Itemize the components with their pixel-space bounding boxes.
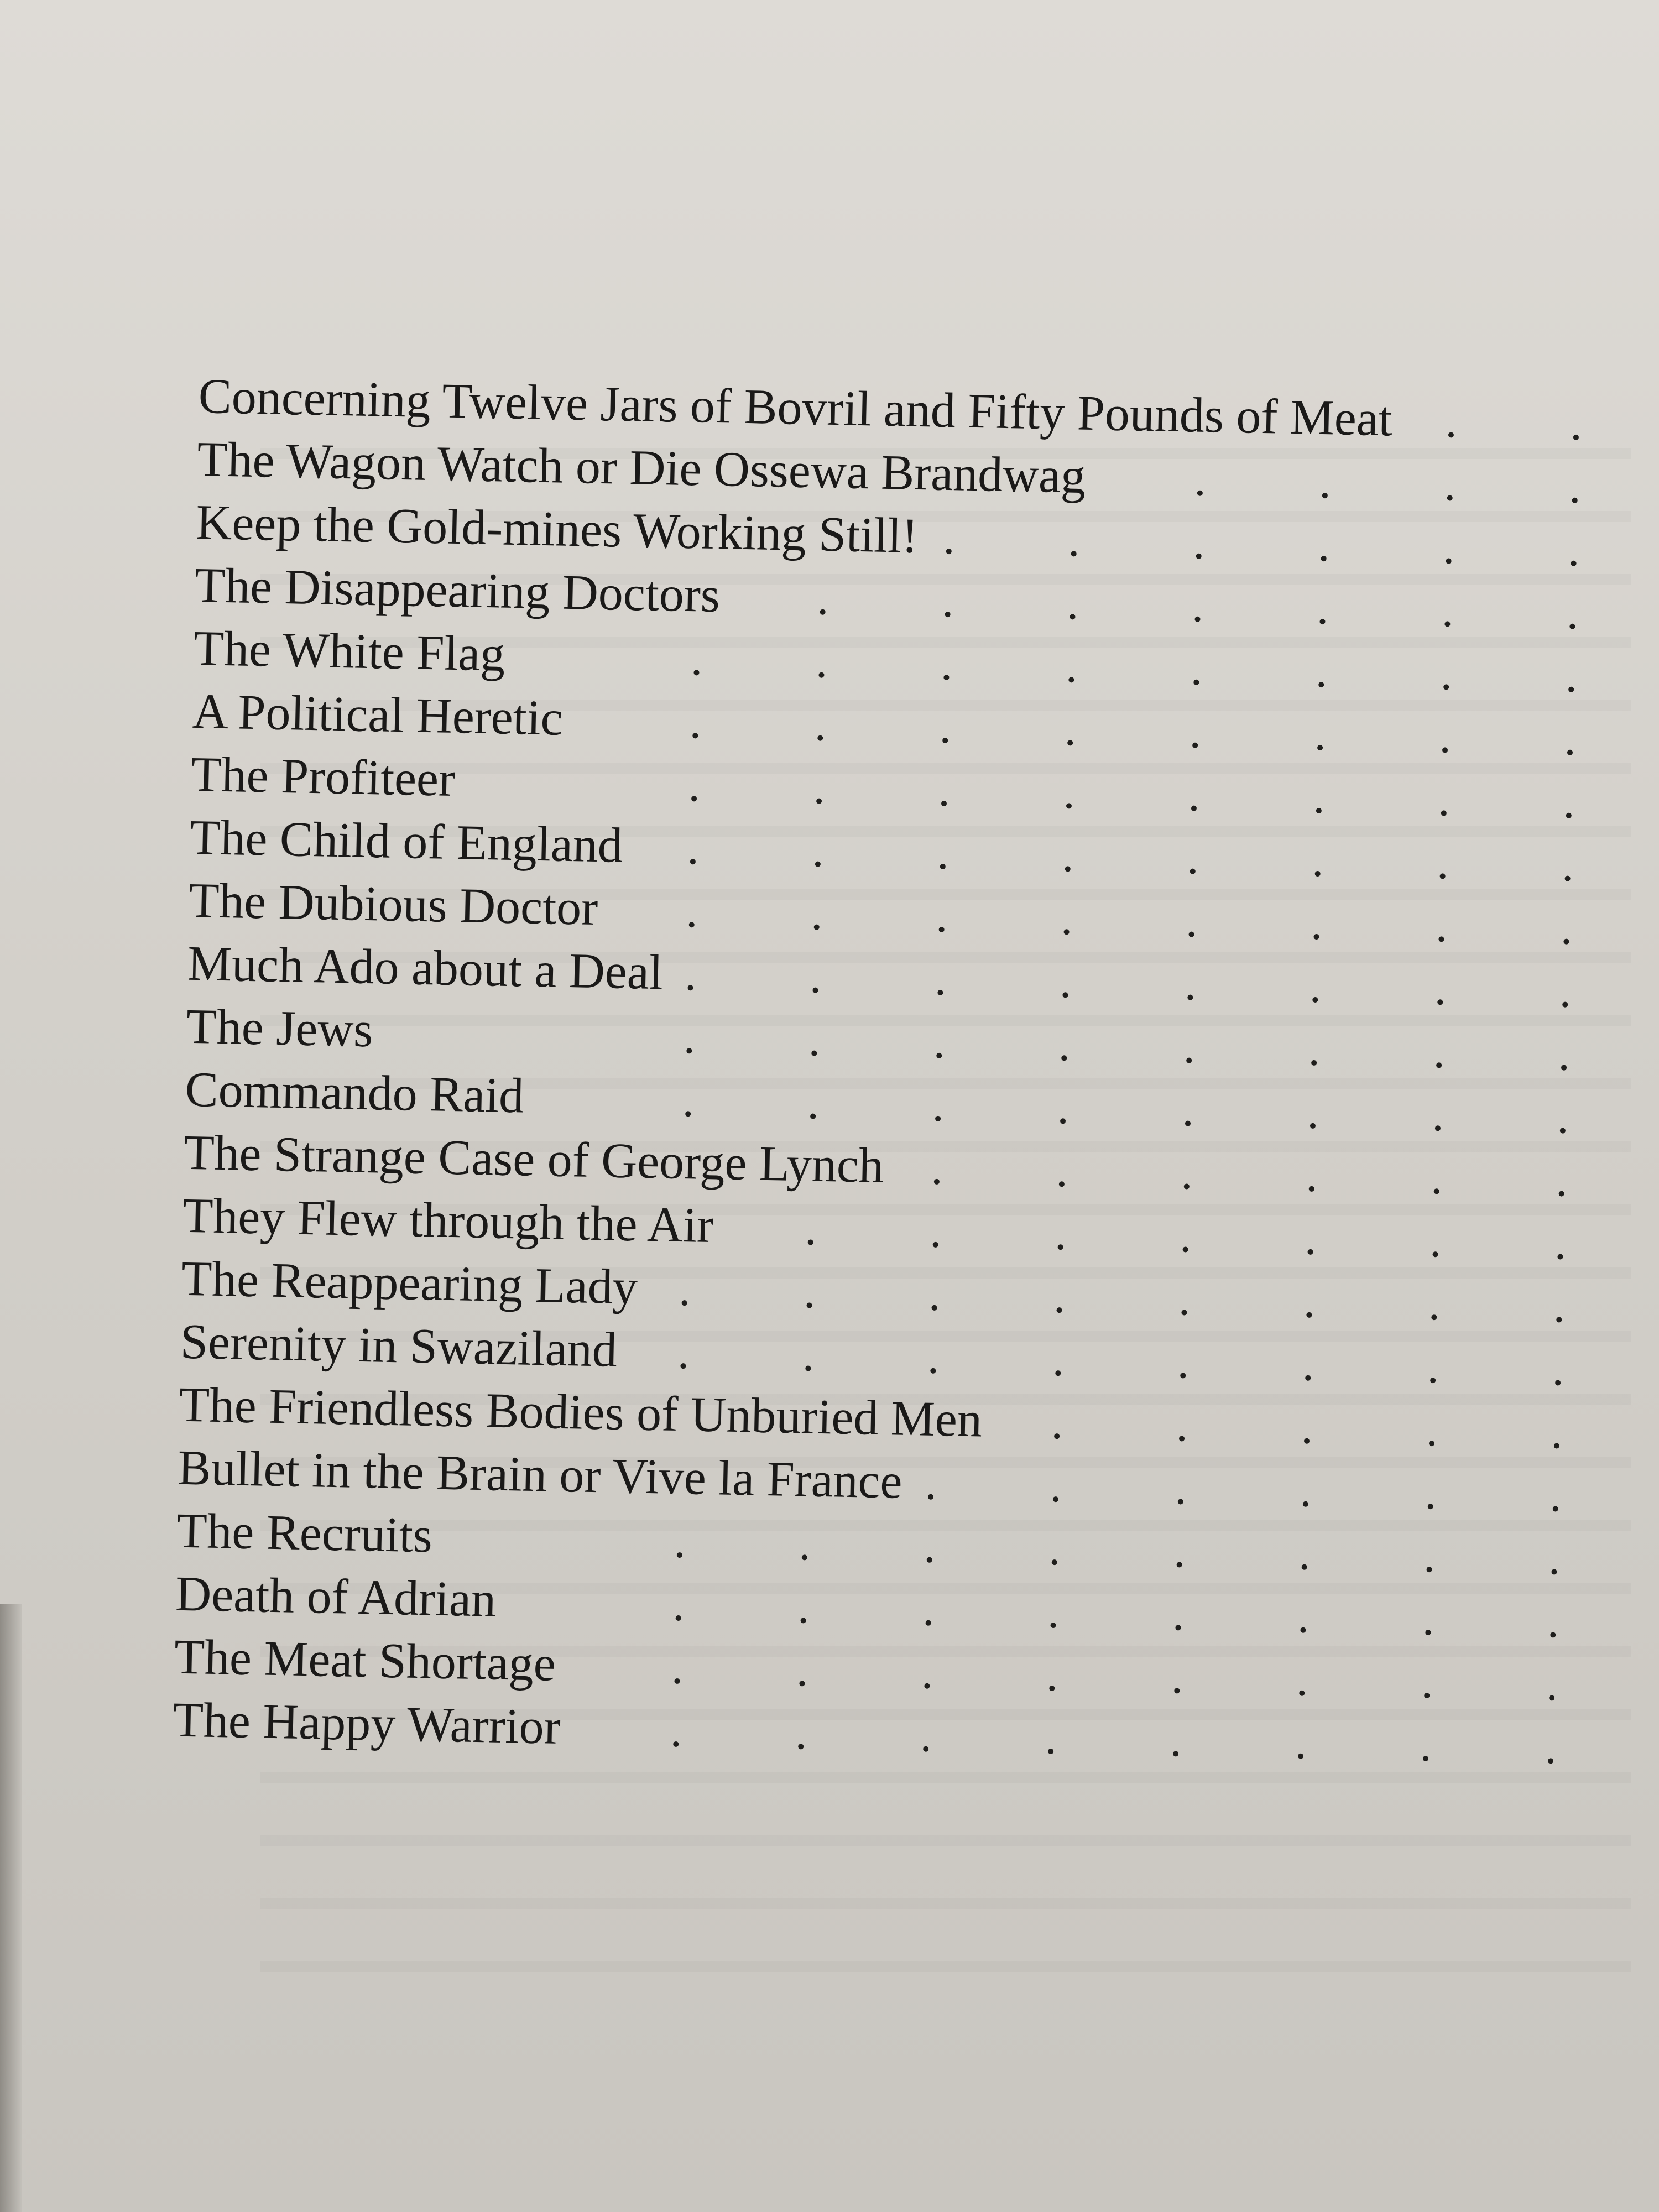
leader-dot bbox=[924, 1683, 930, 1689]
leader-dot bbox=[805, 1365, 811, 1371]
leader-dot bbox=[1554, 1443, 1559, 1448]
leader-dot bbox=[1432, 1251, 1438, 1257]
leader-dot bbox=[1447, 495, 1453, 500]
leader-dot bbox=[923, 1746, 928, 1752]
leader-dot bbox=[1059, 1181, 1065, 1187]
leader-dot bbox=[687, 985, 693, 990]
leader-dot bbox=[1446, 558, 1452, 564]
leader-dot bbox=[1298, 1754, 1303, 1759]
leader-dot bbox=[1299, 1691, 1305, 1696]
leader-dot bbox=[1191, 806, 1197, 811]
leader-dot bbox=[814, 925, 820, 930]
leader-dot bbox=[1049, 1686, 1055, 1691]
leader-dot bbox=[811, 1050, 817, 1056]
leader-dot bbox=[937, 990, 943, 995]
leader-dot bbox=[1070, 614, 1075, 619]
leader-dot bbox=[1196, 554, 1202, 559]
leader-dot bbox=[1056, 1307, 1062, 1313]
leader-dot bbox=[1428, 1504, 1433, 1509]
entry-title: The Recruits bbox=[176, 1503, 433, 1563]
leader-dot bbox=[1181, 1310, 1187, 1315]
leader-dot bbox=[1185, 1120, 1191, 1126]
leader-dot bbox=[1568, 687, 1574, 692]
leader-dot bbox=[1187, 995, 1193, 1000]
leader-dot bbox=[1058, 1244, 1063, 1250]
leader-dot bbox=[1304, 1438, 1310, 1444]
entry-title: They Flew through the Air bbox=[182, 1188, 714, 1254]
leader-dot bbox=[1562, 1002, 1568, 1008]
leader-dot bbox=[1437, 999, 1443, 1005]
leader-dot bbox=[1316, 808, 1322, 813]
leader-dot bbox=[1313, 934, 1319, 940]
leader-dot bbox=[1572, 498, 1578, 503]
leader-dot bbox=[1423, 1756, 1428, 1761]
leader-dot bbox=[939, 927, 945, 932]
leader-dot bbox=[806, 1302, 812, 1308]
leader-dot bbox=[1549, 1695, 1554, 1700]
leader-dot bbox=[1312, 997, 1318, 1003]
leader-dot bbox=[1571, 561, 1576, 566]
leader-dot bbox=[942, 738, 948, 743]
leader-dot bbox=[1303, 1501, 1308, 1507]
leader-dot bbox=[1318, 682, 1324, 687]
leader-dot bbox=[1435, 1125, 1441, 1131]
entry-title: The Profiteer bbox=[190, 747, 456, 807]
leader-dot bbox=[1068, 677, 1074, 682]
leader-dot bbox=[1305, 1375, 1311, 1381]
leader-dot bbox=[1556, 1317, 1562, 1322]
leader-dot bbox=[1190, 869, 1196, 874]
leader-dot bbox=[931, 1305, 937, 1311]
leader-dot bbox=[1563, 939, 1569, 945]
leader-dot bbox=[1438, 936, 1444, 942]
leader-dot bbox=[1310, 1123, 1316, 1129]
leader-dot bbox=[1319, 619, 1325, 624]
entry-title: The Disappearing Doctors bbox=[194, 557, 721, 623]
leader-dot bbox=[1067, 740, 1073, 745]
leader-dot bbox=[1441, 810, 1447, 816]
leader-dot bbox=[799, 1681, 805, 1686]
leader-dot bbox=[1315, 871, 1321, 877]
leader-dot bbox=[677, 1552, 682, 1558]
leader-dot bbox=[928, 1494, 933, 1500]
leader-dot bbox=[1566, 813, 1572, 818]
leader-dot bbox=[1434, 1188, 1439, 1194]
leader-dot bbox=[946, 549, 952, 554]
leader-dot bbox=[1548, 1758, 1553, 1764]
leader-dot bbox=[680, 1363, 686, 1369]
leader-dot bbox=[1425, 1630, 1431, 1635]
leader-dot bbox=[1311, 1060, 1317, 1066]
leader-dot bbox=[1188, 932, 1194, 937]
entry-title: The Happy Warrior bbox=[173, 1692, 561, 1755]
leader-dot bbox=[692, 733, 698, 738]
leader-dot bbox=[686, 1048, 692, 1053]
entry-title: Death of Adrian bbox=[175, 1566, 497, 1627]
leader-dot bbox=[1569, 624, 1575, 629]
leader-dot bbox=[1567, 750, 1573, 755]
leader-dot bbox=[808, 1239, 813, 1245]
leader-dot bbox=[816, 799, 822, 804]
leader-dot bbox=[1183, 1246, 1188, 1252]
leader-dot bbox=[1444, 621, 1450, 627]
entry-title: Concerning Twelve Jars of Bovril and Fifty Pounds of Meat bbox=[197, 368, 1393, 447]
entry-title: The Jews bbox=[186, 999, 374, 1058]
leader-dot bbox=[1440, 873, 1446, 879]
leader-dot bbox=[1050, 1623, 1056, 1628]
leader-dot bbox=[1174, 1688, 1180, 1693]
leader-dot bbox=[1055, 1370, 1061, 1376]
entry-title: The Wagon Watch or Die Ossewa Brandwag bbox=[196, 431, 1087, 504]
leader-dot bbox=[930, 1368, 936, 1374]
leader-dot bbox=[818, 672, 824, 678]
leader-dot bbox=[673, 1741, 679, 1747]
leader-dot bbox=[1553, 1506, 1558, 1511]
leader-dot bbox=[934, 1179, 940, 1185]
leader-dot bbox=[935, 1116, 941, 1121]
leader-dot bbox=[1321, 556, 1327, 561]
leader-dot bbox=[1048, 1749, 1053, 1754]
leader-dot bbox=[943, 675, 949, 680]
leader-dot bbox=[693, 670, 699, 675]
entry-title: The Meat Shortage bbox=[174, 1629, 556, 1692]
leader-dot bbox=[1177, 1562, 1182, 1567]
leader-dot bbox=[1431, 1314, 1437, 1320]
leader-dot bbox=[1054, 1433, 1060, 1439]
leader-dot bbox=[682, 1300, 687, 1306]
leader-dot bbox=[1193, 680, 1199, 685]
leader-dot bbox=[1427, 1567, 1432, 1572]
leader-dot bbox=[1555, 1380, 1561, 1385]
leader-dot bbox=[1173, 1751, 1178, 1756]
entry-title: Commando Raid bbox=[184, 1062, 525, 1124]
leader-dot bbox=[801, 1618, 806, 1623]
leader-dot bbox=[798, 1744, 804, 1749]
leader-dot bbox=[815, 862, 821, 867]
leader-dot bbox=[676, 1615, 681, 1621]
leader-dot bbox=[1560, 1128, 1566, 1133]
entry-title: The Friendless Bodies of Unburied Men bbox=[178, 1377, 983, 1448]
leader-dot bbox=[1557, 1254, 1563, 1259]
leader-dot bbox=[1065, 866, 1071, 872]
leader-dot bbox=[1565, 876, 1571, 881]
leader-dot bbox=[1429, 1441, 1434, 1446]
leader-dot bbox=[1436, 1062, 1442, 1068]
leader-dot bbox=[940, 864, 946, 869]
leader-dot bbox=[1573, 435, 1579, 440]
entry-title: The Strange Case of George Lynch bbox=[183, 1125, 884, 1194]
leader-dot bbox=[1186, 1058, 1192, 1063]
entry-title: The Reappearing Lady bbox=[181, 1251, 638, 1315]
entry-title: Serenity in Swaziland bbox=[180, 1314, 618, 1378]
leader-dot bbox=[812, 988, 818, 993]
leader-dot bbox=[802, 1554, 807, 1560]
leader-dot bbox=[817, 735, 823, 741]
leader-dot bbox=[1053, 1496, 1058, 1502]
leader-dot bbox=[1302, 1564, 1307, 1570]
leader-dot bbox=[1307, 1249, 1313, 1255]
leader-dot bbox=[674, 1678, 680, 1684]
entry-title: The White Flag bbox=[193, 620, 506, 682]
leader-dot bbox=[685, 1111, 691, 1117]
entry-title: The Child of England bbox=[189, 810, 623, 873]
leader-dot bbox=[1306, 1312, 1312, 1318]
leader-dot bbox=[925, 1620, 931, 1626]
leader-dot bbox=[1424, 1693, 1430, 1698]
leader-dot bbox=[1061, 1055, 1067, 1061]
leader-dot bbox=[689, 922, 695, 927]
leader-dot bbox=[690, 859, 696, 864]
leader-dot bbox=[1430, 1378, 1436, 1383]
leader-dot bbox=[1550, 1632, 1556, 1637]
leader-dot bbox=[1184, 1183, 1190, 1189]
leader-dot bbox=[1551, 1569, 1557, 1574]
leader-dot bbox=[1064, 929, 1070, 935]
leader-dot bbox=[1060, 1118, 1066, 1124]
entry-title: Much Ado about a Deal bbox=[187, 936, 664, 1000]
leader-dot bbox=[1066, 803, 1072, 808]
leader-dot bbox=[1192, 743, 1198, 748]
leader-dot bbox=[810, 1113, 816, 1119]
page-edge-shadow bbox=[0, 1604, 22, 2212]
entry-title: Keep the Gold-mines Working Still! bbox=[195, 494, 919, 564]
leader-dot bbox=[945, 612, 950, 617]
leader-dot bbox=[1197, 491, 1203, 496]
leader-dot bbox=[936, 1053, 942, 1058]
entry-title: Bullet in the Brain or Vive la France bbox=[177, 1440, 903, 1509]
leader-dot bbox=[1071, 551, 1077, 556]
leader-dot bbox=[820, 609, 826, 615]
leader-dot bbox=[1178, 1499, 1183, 1504]
leader-dot bbox=[1175, 1625, 1181, 1630]
entry-title: A Political Heretic bbox=[192, 684, 564, 746]
leader-dot bbox=[691, 796, 697, 801]
leader-dot bbox=[1052, 1559, 1057, 1565]
leader-dot bbox=[1300, 1627, 1306, 1633]
leader-dot bbox=[927, 1557, 932, 1563]
leader-dot bbox=[1443, 684, 1449, 690]
leader-dot bbox=[1322, 493, 1328, 498]
leader-dot bbox=[1179, 1436, 1185, 1441]
leader-dot bbox=[1442, 747, 1448, 753]
leader-dot bbox=[1561, 1065, 1567, 1071]
leader-dot bbox=[1309, 1186, 1314, 1192]
leader-dot bbox=[1062, 992, 1068, 998]
leader-dot bbox=[1194, 617, 1200, 622]
leader-dot bbox=[933, 1242, 938, 1248]
leader-dot bbox=[1317, 745, 1323, 750]
leader-dot bbox=[1559, 1191, 1564, 1196]
leader-dot bbox=[941, 801, 947, 806]
table-of-contents bbox=[173, 365, 1637, 1779]
leader-dot bbox=[1448, 432, 1454, 437]
leader-dot bbox=[1180, 1373, 1186, 1378]
entry-title: The Dubious Doctor bbox=[188, 873, 599, 936]
